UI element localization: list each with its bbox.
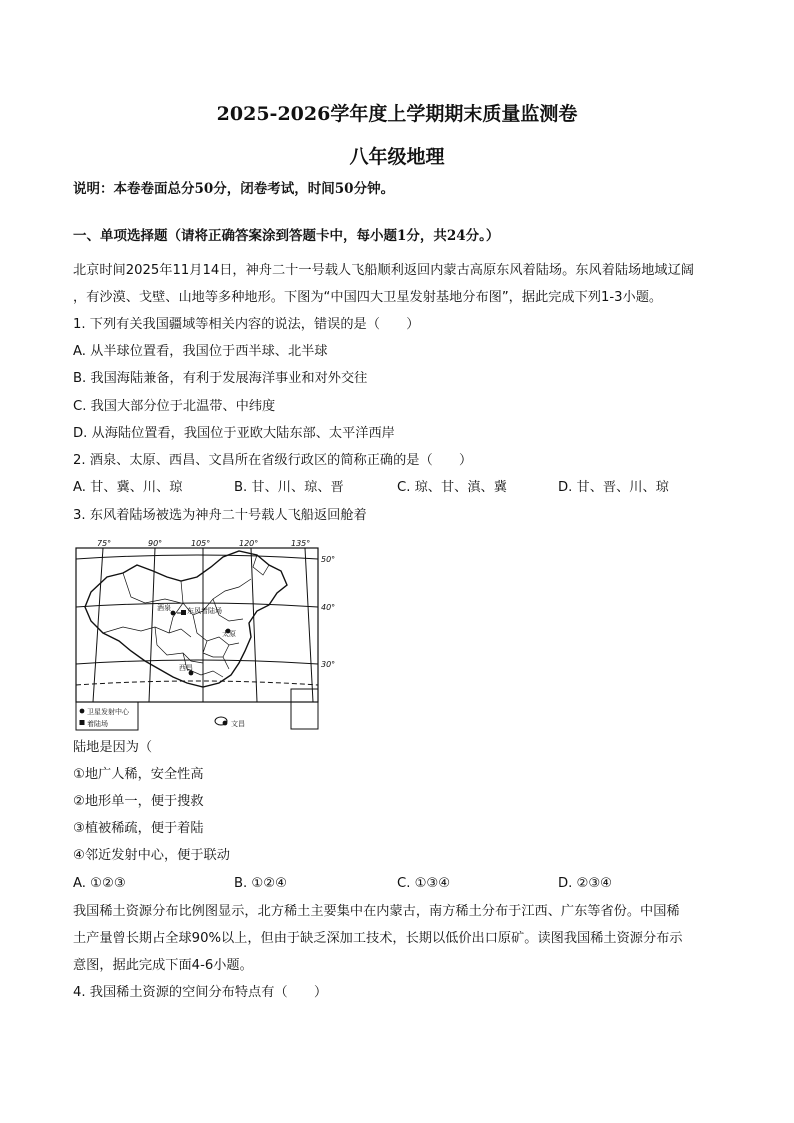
question-3-stem: 3. 东风着陆场被选为神舟二十号载人飞船返回舱着 [73,508,367,523]
place-label-wenchang: 文昌 [231,720,245,728]
passage-line: 意图，据此完成下面4-6小题。 [73,958,253,973]
lat-label: 40° [321,603,336,612]
question-3-statement: ①地广人稀，安全性高 [73,767,204,782]
passage-line: ，有沙漠、戈壁、山地等多种地形。下图为“中国四大卫星发射基地分布图”，据此完成下列1-3小题。 [73,290,663,305]
place-label-taiyuan: 太原 [222,630,236,638]
lat-label: 50° [321,555,336,564]
launch-site-marker [223,721,228,726]
question-1-option-d: D. 从海陆位置看，我国位于亚欧大陆东部、太平洋西岸 [73,426,395,441]
legend-launch-icon [80,709,85,714]
launch-site-marker [171,611,176,616]
place-label-dongfeng: 东风着陆场 [187,607,222,615]
section-heading: 一、单项选择题（请将正确答案涂到答题卡中，每小题1分，共24分。） [73,228,500,244]
question-1-option-b: B. 我国海陆兼备，有利于发展海洋事业和对外交往 [73,371,368,386]
question-3-statement: ③植被稀疏，便于着陆 [73,821,204,836]
question-2-option-a: A. 甘、冀、川、琼 [73,480,183,495]
lon-label: 135° [291,539,311,548]
lat-label: 30° [321,660,336,669]
passage-line: 北京时间2025年11月14日，神舟二十一号载人飞船顺利返回内蒙古高原东风着陆场。东风着陆场地域辽阔 [73,263,694,278]
landing-site-marker [181,610,186,615]
question-3-statement: ④邻近发射中心，便于联动 [73,848,230,863]
lon-label: 105° [191,539,211,548]
legend-launch-label: 卫星发射中心 [87,708,129,716]
exam-note: 说明：本卷卷面总分50分，闭卷考试，时间50分钟。 [73,181,395,197]
question-2-option-c: C. 琼、甘、滇、冀 [397,480,507,495]
question-1-stem: 1. 下列有关我国疆域等相关内容的说法，错误的是（ ） [73,317,420,332]
question-2-option-d: D. 甘、晋、川、琼 [558,480,669,495]
place-label-jiuquan: 酒泉 [157,604,171,612]
question-3-option-c: C. ①③④ [397,876,451,891]
lon-label: 90° [148,539,163,548]
place-label-xichang: 西昌 [179,664,193,672]
passage-line: 我国稀土资源分布比例图显示，北方稀土主要集中在内蒙古，南方稀土分布于江西、广东等省份。中国稀 [73,904,680,919]
exam-subject: 八年级地理 [349,146,445,168]
exam-title: 2025-2026学年度上学期期末质量监测卷 [216,103,578,125]
passage-line: 土产量曾长期占全球90%以上，但由于缺乏深加工技术，长期以低价出口原矿。读图我国稀土资源分布示 [73,931,683,946]
lon-label: 120° [239,539,259,548]
legend-landing-label: 着陆场 [87,720,108,728]
question-4-stem: 4. 我国稀土资源的空间分布特点有（ ） [73,985,328,1000]
question-3-stem-continued: 陆地是因为（ [73,740,153,755]
question-3-option-a: A. ①②③ [73,876,126,891]
question-2-stem: 2. 酒泉、太原、西昌、文昌所在省级行政区的简称正确的是（ ） [73,453,473,468]
question-3-option-b: B. ①②④ [234,876,287,891]
legend-landing-icon [80,720,85,725]
question-3-statement: ②地形单一，便于搜救 [73,794,204,809]
question-3-option-d: D. ②③④ [558,876,613,891]
question-1-option-c: C. 我国大部分位于北温带、中纬度 [73,399,276,414]
lon-label: 75° [97,539,112,548]
question-1-option-a: A. 从半球位置看，我国位于西半球、北半球 [73,344,328,359]
launch-sites-map [73,537,338,733]
question-2-option-b: B. 甘、川、琼、晋 [234,480,344,495]
